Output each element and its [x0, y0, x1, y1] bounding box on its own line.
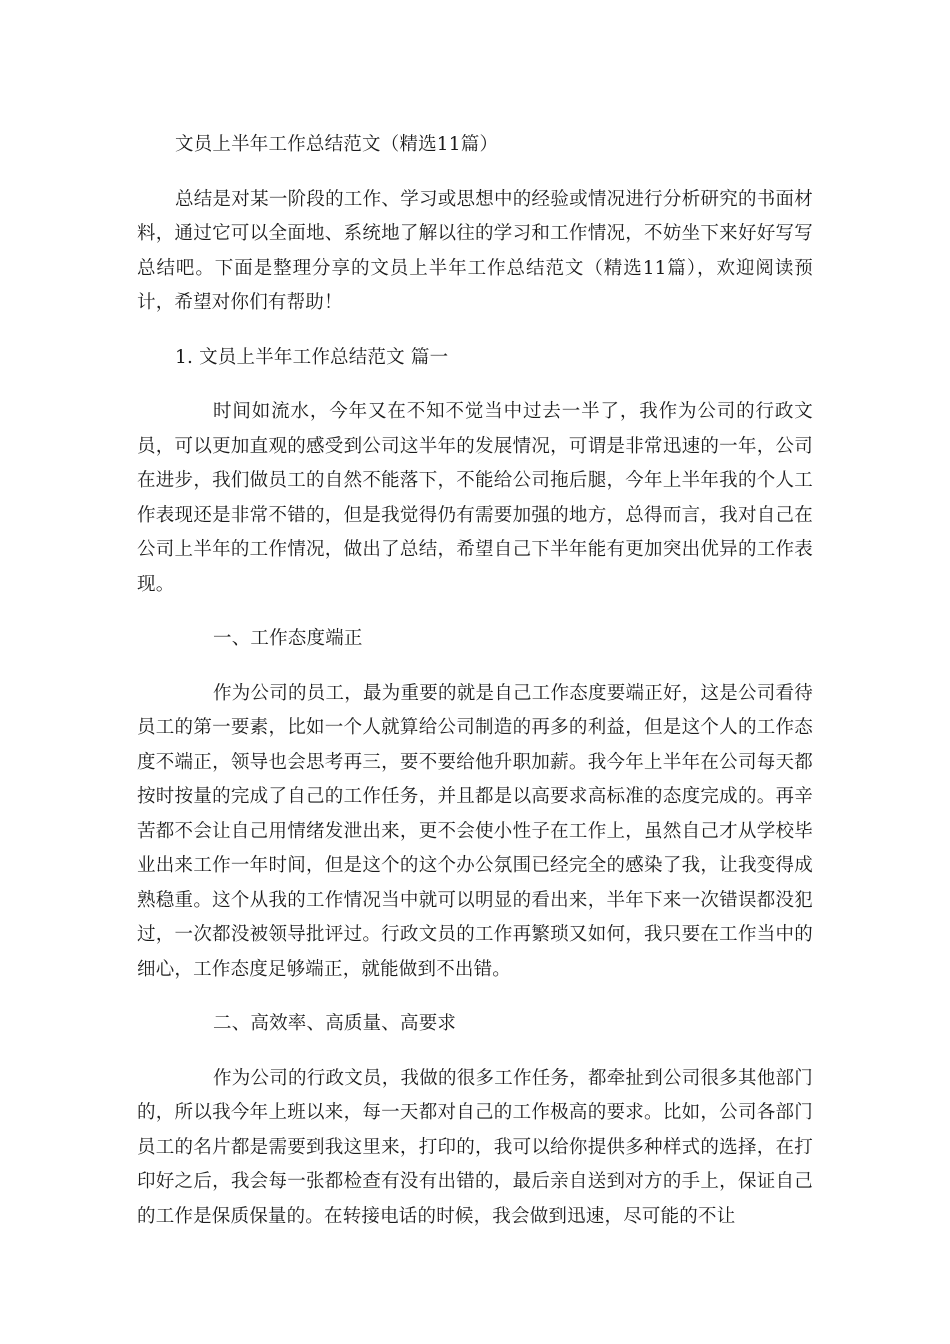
document-title: 文员上半年工作总结范文（精选11篇）	[175, 134, 499, 155]
section-heading: 1. 文员上半年工作总结范文 篇一	[175, 346, 449, 368]
part2-paragraph: 作为公司的行政文员，我做的很多工作任务，都牵扯到公司很多其他部门的，所以我今年上班以来，每一天都对自己的工作极高的要求。比如，公司各部门员工的名片都是需要到我这里来，打印的，我可以给你提供多种样式的选择，在打印好之后，我会每一张都检查有没有出错的，最后亲自送到对方的手上，保证自己的工作是保质保量的。在转接电话的时候，我会做到迅速，尽可能的不让	[137, 1067, 813, 1227]
document-body	[137, 128, 813, 1254]
part1-paragraph: 作为公司的员工，最为重要的就是自己工作态度要端正好，这是公司看待员工的第一要素，比如一个人就算给公司制造的再多的利益，但是这个人的工作态度不端正，领导也会思考再三，要不要给他升职加薪。我今年上半年在公司每天都按时按量的完成了自己的工作任务，并且都是以高要求高标准的态度完成的。再辛苦都不会让自己用情绪发泄出来，更不会使小性子在工作上，虽然自己才从学校毕业出来工作一年时间，但是这个的这个办公氛围已经完全的感染了我，让我变得成熟稳重。这个从我的工作情况当中就可以明显的看出来，半年下来一次错误都没犯过，一次都没被领导批评过。行政文员的工作再繁琐又如何，我只要在工作当中的细心，工作态度足够端正，就能做到不出错。	[137, 682, 813, 980]
intro-paragraph: 总结是对某一阶段的工作、学习或思想中的经验或情况进行分析研究的书面材料，通过它可以全面地、系统地了解以往的学习和工作情况，不妨坐下来好好写写总结吧。下面是整理分享的文员上半年工作总结范文（精选11篇），欢迎阅读预计，希望对你们有帮助！	[137, 188, 813, 313]
part2-heading: 二、高效率、高质量、高要求	[213, 1013, 457, 1034]
part1-heading: 一、工作态度端正	[213, 628, 363, 649]
opening-paragraph: 时间如流水，今年又在不知不觉当中过去一半了，我作为公司的行政文员，可以更加直观的感受到公司这半年的发展情况，可谓是非常迅速的一年，公司在进步，我们做员工的自然不能落下，不能给公司拖后腿，今年上半年我的个人工作表现还是非常不错的，但是我觉得仍有需要加强的地方，总得而言，我对自己在公司上半年的工作情况，做出了总结，希望自己下半年能有更加突出优异的工作表现。	[137, 401, 813, 595]
